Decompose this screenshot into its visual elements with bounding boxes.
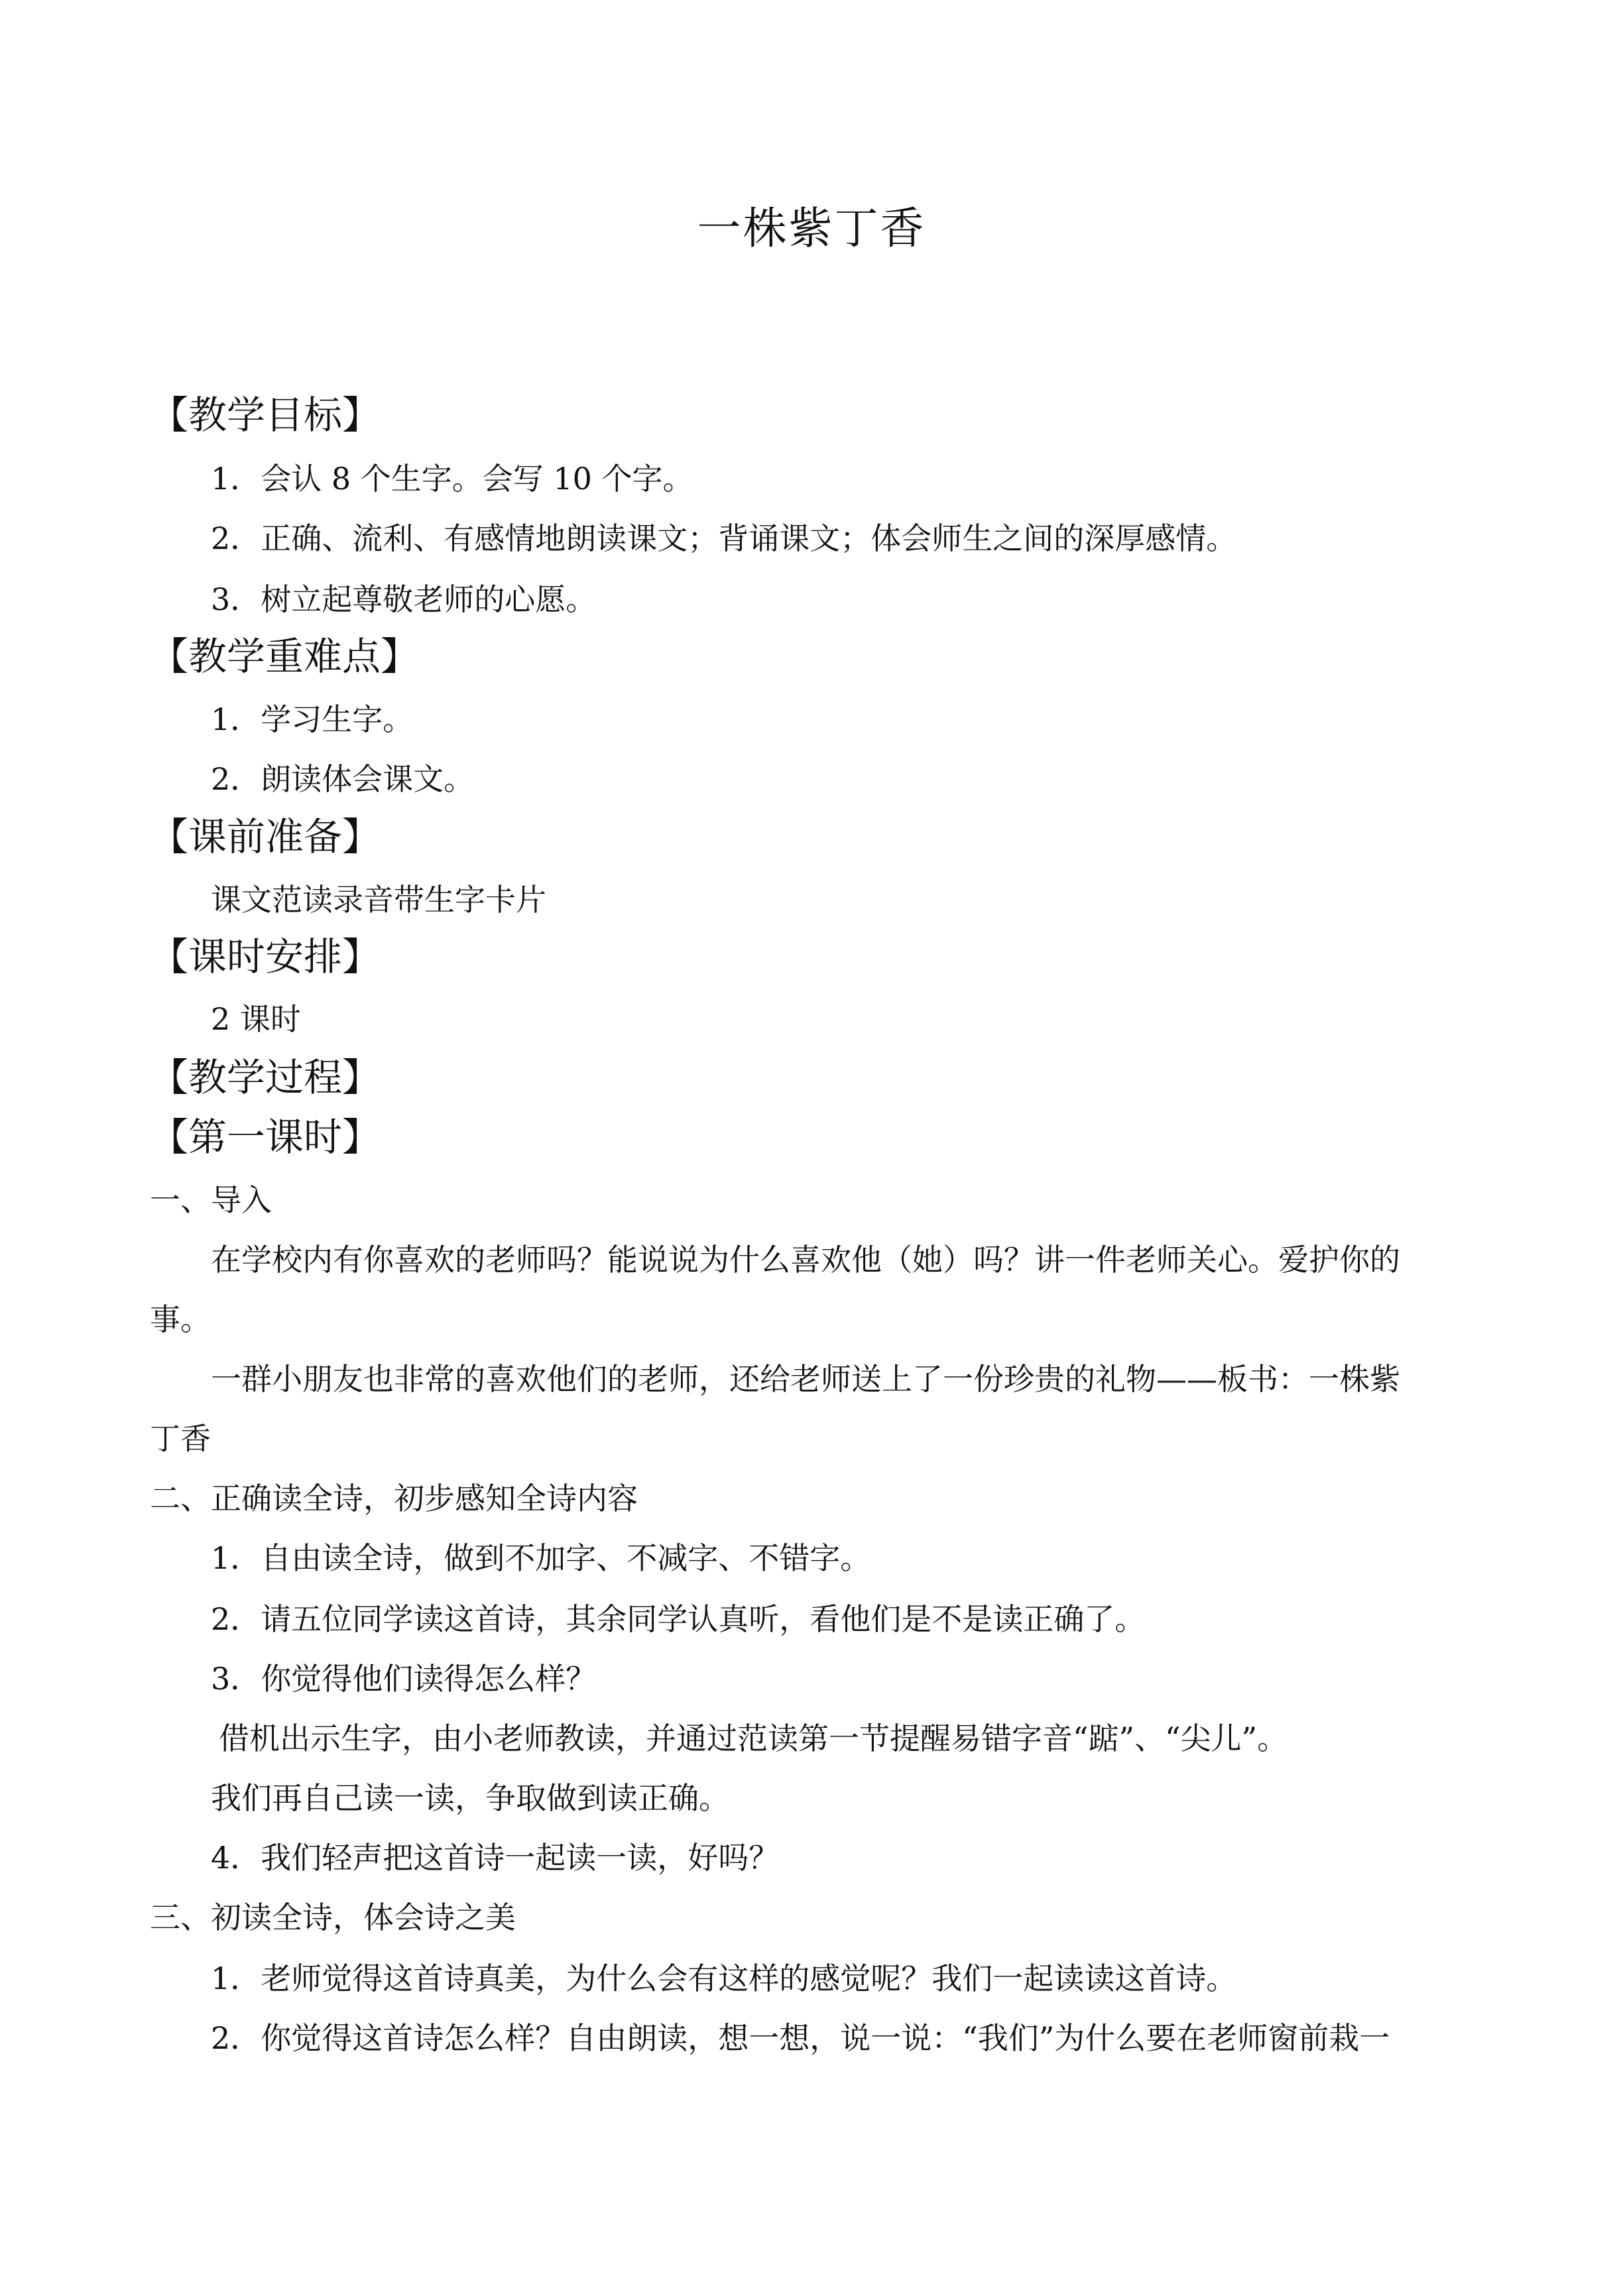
part1-title: 一、导入 [150, 1182, 272, 1218]
schedule-heading: 【课时安排】 [150, 934, 381, 979]
document-title: 一株紫丁香 [697, 203, 926, 254]
part1-paragraph-line: 事。 [150, 1301, 211, 1337]
part2-item: 2．请五位同学读这首诗，其余同学认真听，看他们是不是读正确了。 [211, 1601, 1146, 1637]
part1-paragraph-line: 一群小朋友也非常的喜欢他们的老师，还给老师送上了一份珍贵的礼物——板书：一株紫 [211, 1361, 1400, 1397]
part2-note: 我们再自己读一读，争取做到读正确。 [211, 1780, 729, 1816]
lesson1-heading: 【第一课时】 [150, 1115, 381, 1160]
key-points-heading: 【教学重难点】 [150, 634, 420, 679]
part1-paragraph-line: 在学校内有你喜欢的老师吗？能说说为什么喜欢他（她）吗？讲一件老师关心。爱护你的 [211, 1242, 1400, 1278]
key-point-item: 2．朗读体会课文。 [211, 761, 475, 797]
objectives-heading: 【教学目标】 [150, 393, 381, 438]
part2-title: 二、正确读全诗，初步感知全诗内容 [150, 1480, 638, 1516]
preparation-text: 课文范读录音带生字卡片 [211, 882, 546, 918]
part2-item: 1．自由读全诗，做到不加字、不减字、不错字。 [211, 1540, 871, 1576]
part3-item: 2．你觉得这首诗怎么样？自由朗读，想一想，说一说：“我们”为什么要在老师窗前栽一 [211, 2020, 1390, 2056]
part3-item: 1．老师觉得这首诗真美，为什么会有这样的感觉呢？我们一起读读这首诗。 [211, 1961, 1237, 1996]
objective-item: 2．正确、流利、有感情地朗读课文；背诵课文；体会师生之间的深厚感情。 [211, 520, 1237, 556]
key-point-item: 1．学习生字。 [211, 701, 414, 737]
part3-title: 三、初读全诗，体会诗之美 [150, 1900, 516, 1935]
schedule-text: 2 课时 [211, 1001, 301, 1037]
process-heading: 【教学过程】 [150, 1055, 381, 1100]
preparation-heading: 【课前准备】 [150, 814, 381, 859]
part2-note: 借机出示生字，由小老师教读，并通过范读第一节提醒易错字音“踮”、“尖儿”。 [219, 1721, 1288, 1756]
part1-paragraph-line: 丁香 [150, 1421, 211, 1457]
part2-item: 4．我们轻声把这首诗一起读一读，好吗？ [211, 1840, 780, 1876]
part2-item: 3．你觉得他们读得怎么样？ [211, 1661, 597, 1697]
objective-item: 1．会认 8 个生字。会写 10 个字。 [211, 461, 693, 497]
objective-item: 3．树立起尊敬老师的心愿。 [211, 581, 597, 617]
